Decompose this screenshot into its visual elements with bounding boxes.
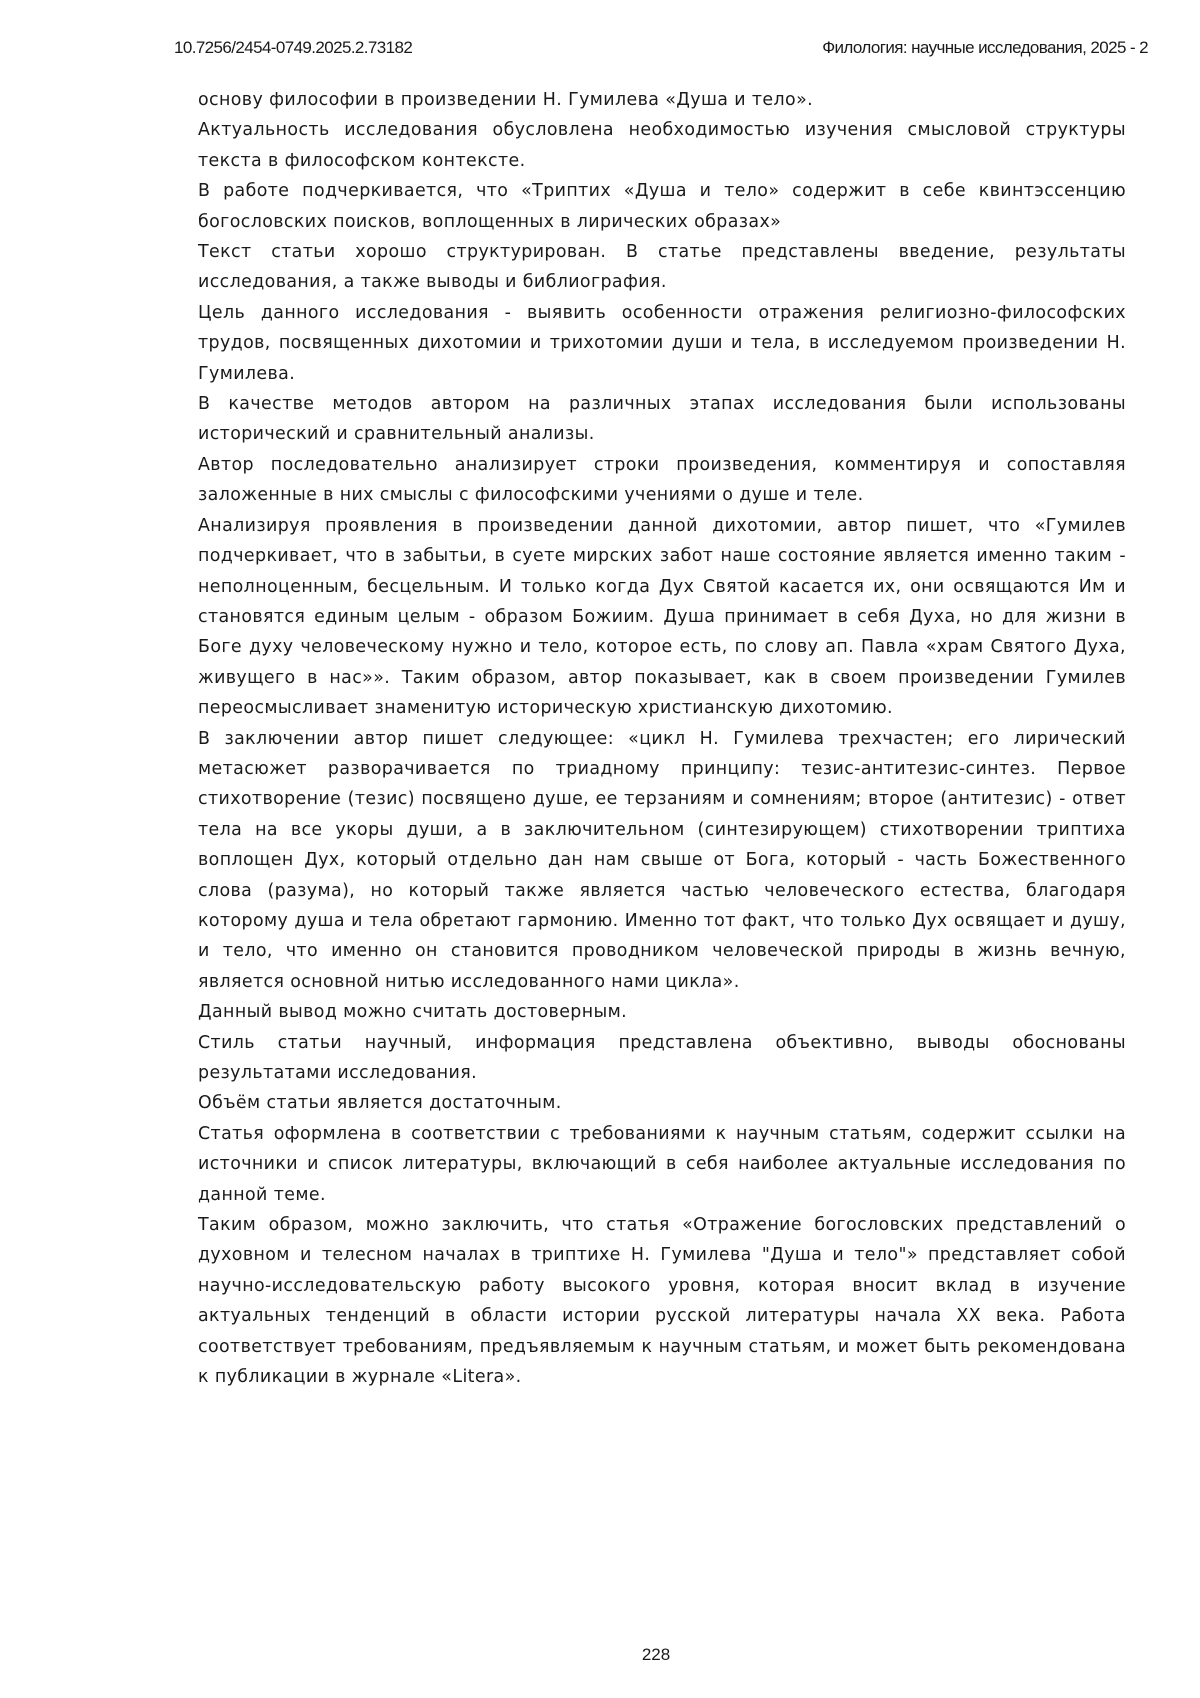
paragraph-6: В качестве методов автором на различных этапах исследования были использованы исторический и сравнительный анализы.	[198, 394, 1126, 445]
paragraph-5: Цель данного исследования - выявить особенности отражения религиозно-философских трудов, посвященных дихотомии и трихотомии души и тела, в исследуемом произведении Н. Гумилева.	[198, 302, 1126, 384]
paragraph-8: Анализируя проявления в произведении данной дихотомии, автор пишет, что «Гумилев подчеркивает, что в забытьи, в суете мирских забот наше состояние является именно таким - неполноценным, бесцельным. И только когда Дух Святой касается их, они освящаются Им и становятся единым целым - образом Божиим. Душа принимает в себя Духа, но для жизни в Боге духу человеческому нужно и тело, которое есть, по слову ап. Павла «храм Святого Духа, живущего в нас»». Таким образом, автор показывает, как в своем произведении Гумилев переосмысливает знаменитую историческую христианскую дихотомию.	[198, 515, 1126, 719]
paragraph-14: Таким образом, можно заключить, что статья «Отражение богословских представлений о духовном и телесном началах в триптихе Н. Гумилева "Душа и тело"» представляет собой научно-исследовательскую работу высокого уровня, которая вносит вклад в изучение актуальных тенденций в области истории русской литературы начала XX века. Работа соответствует требованиям, предъявляемым к научным статьям, и может быть рекомендована к публикации в журнале «Litera».	[198, 1215, 1126, 1388]
paragraph-2: Актуальность исследования обусловлена необходимостью изучения смысловой структуры текста в философском контексте.	[198, 120, 1126, 171]
paragraph-9: В заключении автор пишет следующее: «цикл Н. Гумилева трехчастен; его лирический метасюжет разворачивается по триадному принципу: тезис-антитезис-синтез. Первое стихотворение (тезис) посвящено душе, ее терзаниям и сомнениям; второе (антитезис) - ответ тела на все укоры души, а в заключительном (синтезирующем) стихотворении триптиха воплощен Дух, который отдельно дан нам свыше от Бога, который - часть Божественного слова (разума), но который также является частью человеческого естества, благодаря которому душа и тела обретают гармонию. Именно тот факт, что только Дух освящает и душу, и тело, что именно он становится проводником человеческой природы в жизнь вечную, является основной нитью исследованного нами цикла».	[198, 728, 1126, 992]
page-number: 228	[641, 1645, 671, 1664]
paragraph-1: основу философии в произведении Н. Гумилева «Душа и тело».	[198, 90, 814, 110]
doi-text: 10.7256/2454-0749.2025.2.73182	[174, 38, 413, 57]
paragraph-7: Автор последовательно анализирует строки произведения, комментируя и сопоставляя заложенные в них смыслы с философскими учениями о душе и теле.	[198, 454, 1126, 506]
paragraph-4: Текст статьи хорошо структурирован. В статье представлены введение, результаты исследования, а также выводы и библиография.	[198, 242, 1126, 293]
article-body	[198, 85, 1126, 1392]
paragraph-10: Данный вывод можно считать достоверным.	[198, 1002, 628, 1023]
paragraph-12: Объём статьи является достаточным.	[198, 1093, 562, 1114]
paragraph-13: Статья оформлена в соответствии с требованиями к научным статьям, содержит ссылки на источники и список литературы, включающий в себя наиболее актуальные исследования по данной теме.	[198, 1123, 1126, 1205]
paragraph-11: Стиль статьи научный, информация представлена объективно, выводы обоснованы результатами исследования.	[198, 1032, 1126, 1083]
paragraph-3: В работе подчеркивается, что «Триптих «Душа и тело» содержит в себе квинтэссенцию богословских поисков, воплощенных в лирических образах»	[198, 181, 1126, 232]
page-header	[174, 38, 1148, 66]
journal-title: Филология: научные исследования, 2025 - 2	[822, 38, 1148, 57]
